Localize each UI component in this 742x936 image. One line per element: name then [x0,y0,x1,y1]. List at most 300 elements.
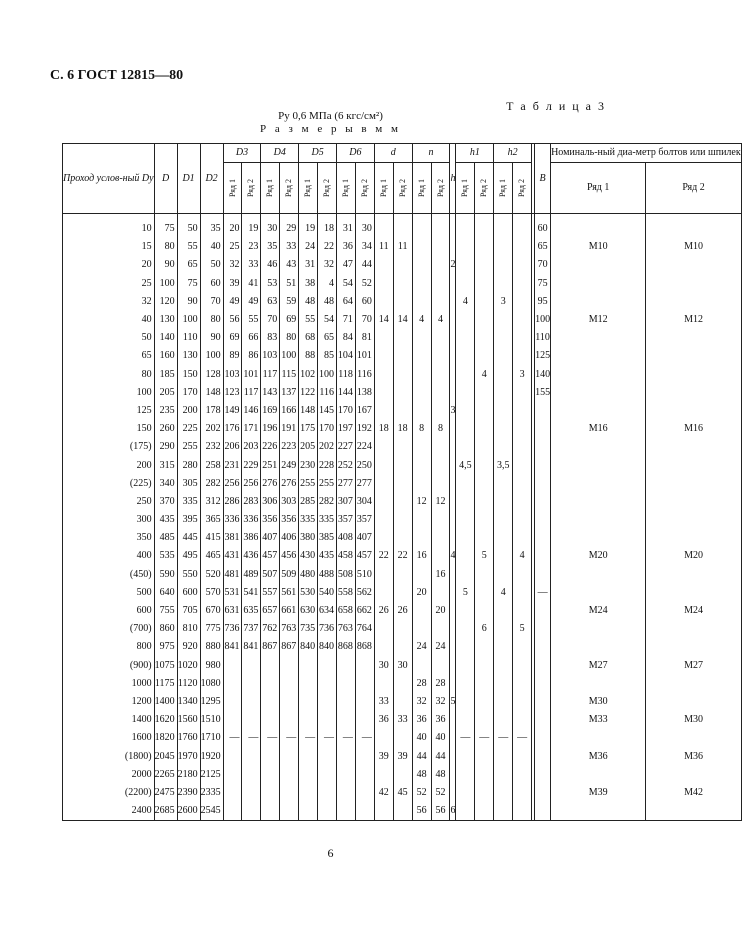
table-cell [393,329,412,347]
table-cell [475,256,494,274]
table-cell: 810 [177,620,200,638]
table-cell: 49 [242,293,261,311]
table-cell: 1175 [154,675,177,693]
table-row [63,475,742,493]
table-cell: 63 [261,293,280,311]
table-cell: 5 [513,620,532,638]
pressure-caption: Pу 0,6 МПа (6 кгс/см²) [278,110,383,122]
table-cell [646,766,741,784]
header-cell: D2 [200,144,223,214]
table-cell [318,675,337,693]
table-cell [337,747,356,765]
table-cell: 280 [177,456,200,474]
table-cell: 140 [535,366,551,384]
table-cell [431,657,450,675]
table-cell [494,711,513,729]
table-cell [535,529,551,547]
table-cell [475,802,494,821]
table-cell [393,493,412,511]
table-cell: 103 [223,366,242,384]
table-cell: 19 [299,220,318,238]
table-cell [551,802,646,821]
table-cell: 634 [318,602,337,620]
table-cell [261,747,280,765]
table-cell [475,657,494,675]
table-cell [513,747,532,765]
table-cell [431,384,450,402]
table-cell [337,766,356,784]
table-cell: 775 [200,620,223,638]
table-cell [374,584,393,602]
table-cell [513,638,532,656]
table-cell: 736 [318,620,337,638]
table-cell: 176 [223,420,242,438]
table-cell: 11 [374,238,393,256]
table-cell: 1560 [177,711,200,729]
table-row [63,584,742,602]
table-cell [494,766,513,784]
table-cell: 2685 [154,802,177,821]
table-cell: 25 [63,275,155,293]
table-cell [412,256,431,274]
table-cell: 117 [261,366,280,384]
table-cell [261,766,280,784]
table-cell [456,402,475,420]
table-cell [374,438,393,456]
table-cell: 100 [318,366,337,384]
table-cell [646,366,741,384]
table-cell [494,275,513,293]
table-cell [456,547,475,565]
table-cell: M30 [551,693,646,711]
table-cell [374,766,393,784]
table-cell: 18 [374,420,393,438]
table-cell: 80 [154,238,177,256]
page-number: 6 [327,846,334,860]
table-cell: 407 [261,529,280,547]
table-cell [374,256,393,274]
table-cell [280,802,299,821]
table-cell [374,529,393,547]
flange-dimensions-table [62,143,742,821]
table-cell [475,584,494,602]
table-cell: 250 [355,456,374,474]
table-cell [374,675,393,693]
table-cell [355,784,374,802]
table-cell [475,275,494,293]
table-row [63,256,742,274]
table-cell: 370 [154,493,177,511]
table-cell: 40 [200,238,223,256]
header-cell: Ряд 2 [355,163,374,214]
table-cell [535,657,551,675]
table-cell [535,475,551,493]
table-cell: 42 [374,784,393,802]
table-cell: 357 [337,511,356,529]
table-cell: 540 [318,584,337,602]
table-cell [242,657,261,675]
table-cell: 315 [154,456,177,474]
table-cell: 304 [355,493,374,511]
table-cell [242,693,261,711]
table-cell: 535 [154,547,177,565]
table-cell [374,347,393,365]
table-cell: 64 [337,293,356,311]
table-cell [261,693,280,711]
table-cell [412,657,431,675]
table-cell: 117 [242,384,261,402]
table-cell [494,438,513,456]
table-cell: 570 [200,584,223,602]
table-cell [374,456,393,474]
table-cell [494,547,513,565]
table-cell [494,311,513,329]
table-cell [456,420,475,438]
table-cell [393,384,412,402]
table-cell [494,402,513,420]
table-cell: — [299,729,318,747]
table-cell: 6 [475,620,494,638]
table-cell: 55 [299,311,318,329]
table-cell: 1620 [154,711,177,729]
table-cell: 1200 [63,693,155,711]
table-cell [475,784,494,802]
table-cell [646,638,741,656]
table-cell: 20 [412,584,431,602]
table-cell [412,620,431,638]
table-cell: 54 [318,311,337,329]
table-cell [551,275,646,293]
table-cell: 840 [318,638,337,656]
table-cell: 530 [299,584,318,602]
table-cell [535,547,551,565]
table-cell [456,766,475,784]
table-cell: 1400 [63,711,155,729]
table-cell: 56 [412,802,431,821]
table-cell: 65 [177,256,200,274]
table-row [63,347,742,365]
table-cell: 69 [280,311,299,329]
table-cell [646,456,741,474]
table-cell [412,238,431,256]
table-cell: 32 [318,256,337,274]
table-cell [393,729,412,747]
table-cell: 40 [412,729,431,747]
table-cell: M27 [551,657,646,675]
table-cell [393,675,412,693]
table-cell: 557 [261,584,280,602]
table-cell [513,293,532,311]
table-cell [299,784,318,802]
table-cell [646,384,741,402]
table-cell [374,384,393,402]
table-cell [494,657,513,675]
table-cell: 80 [200,311,223,329]
table-cell: 2000 [63,766,155,784]
table-cell: 34 [355,238,374,256]
table-cell [374,729,393,747]
table-cell [412,275,431,293]
table-cell: 436 [242,547,261,565]
table-cell: 52 [431,784,450,802]
table-cell [374,475,393,493]
table-cell: 39 [374,747,393,765]
table-cell [318,784,337,802]
table-cell [513,602,532,620]
table-cell [374,402,393,420]
table-cell: 200 [63,456,155,474]
table-cell [535,566,551,584]
table-cell: 224 [355,438,374,456]
header-cell: Ряд 1 [337,163,356,214]
table-cell: 100 [154,275,177,293]
table-cell: M12 [646,311,741,329]
table-cell [299,747,318,765]
table-cell: 232 [200,438,223,456]
table-cell [318,766,337,784]
table-cell: 110 [177,329,200,347]
table-cell [475,529,494,547]
table-cell: 52 [412,784,431,802]
table-cell: — [242,729,261,747]
table-cell: 84 [337,329,356,347]
table-cell: M20 [551,547,646,565]
table-cell [456,384,475,402]
table-cell [431,547,450,565]
table-cell: 658 [337,602,356,620]
table-cell [535,638,551,656]
table-cell: 143 [261,384,280,402]
table-cell: 20 [431,602,450,620]
table-cell [475,220,494,238]
table-cell: 4 [412,311,431,329]
table-cell: 4 [450,547,456,565]
table-cell: 86 [242,347,261,365]
table-cell: 90 [200,329,223,347]
table-cell [646,529,741,547]
table-cell [475,456,494,474]
table-cell [412,329,431,347]
table-cell [374,329,393,347]
table-cell [646,620,741,638]
table-cell [513,511,532,529]
table-cell: 431 [223,547,242,565]
table-cell [456,675,475,693]
table-cell: 45 [393,784,412,802]
table-cell [431,620,450,638]
table-cell [337,802,356,821]
table-cell: 395 [177,511,200,529]
table-cell [646,693,741,711]
table-cell: — [535,584,551,602]
table-cell: 386 [242,529,261,547]
table-cell: 4 [318,275,337,293]
table-cell: 312 [200,493,223,511]
table-cell [223,802,242,821]
table-row [63,602,742,620]
table-cell: M24 [551,602,646,620]
header-cell: Ряд 1 [299,163,318,214]
table-cell [242,747,261,765]
table-cell [551,456,646,474]
table-cell: — [355,729,374,747]
table-cell: 2 [450,256,456,274]
table-cell [456,638,475,656]
table-cell: 435 [154,511,177,529]
table-cell: 3 [450,402,456,420]
table-cell: 290 [154,438,177,456]
table-cell [494,493,513,511]
table-cell [551,675,646,693]
table-cell: 1510 [200,711,223,729]
table-cell: 39 [223,275,242,293]
table-cell [494,675,513,693]
table-cell: 458 [337,547,356,565]
table-cell: 83 [261,329,280,347]
table-cell [551,438,646,456]
table-cell [535,784,551,802]
table-cell [431,475,450,493]
table-cell: 18 [318,220,337,238]
table-cell [646,220,741,238]
table-cell [412,511,431,529]
header-cell: Ряд 1 [456,163,475,214]
table-cell: 192 [355,420,374,438]
table-cell [374,275,393,293]
table-row [63,238,742,256]
table-cell: 2335 [200,784,223,802]
table-cell: 561 [280,584,299,602]
table-cell: 170 [318,420,337,438]
table-cell [513,384,532,402]
table-cell: 365 [200,511,223,529]
table-cell: 661 [280,602,299,620]
table-cell: 203 [242,438,261,456]
table-cell: 5 [456,584,475,602]
table-cell [337,784,356,802]
table-cell: 128 [200,366,223,384]
table-cell: 24 [431,638,450,656]
table-cell: 178 [200,402,223,420]
table-cell: 19 [242,220,261,238]
header-cell: D6 [337,144,375,163]
table-cell [318,802,337,821]
table-cell [494,747,513,765]
table-cell: 286 [223,493,242,511]
table-cell [513,566,532,584]
table-cell: 103 [261,347,280,365]
table-cell [412,529,431,547]
table-row [63,456,742,474]
header-cell: Проход услов-ный Dу [63,144,155,214]
table-cell [337,711,356,729]
table-cell [299,657,318,675]
table-row [63,511,742,529]
table-cell: 868 [337,638,356,656]
table-row [63,493,742,511]
table-cell [475,766,494,784]
table-cell: — [280,729,299,747]
table-cell [475,438,494,456]
table-cell [456,347,475,365]
table-cell: 1340 [177,693,200,711]
table-cell: 485 [154,529,177,547]
table-cell [393,566,412,584]
table-cell [535,747,551,765]
table-cell [412,566,431,584]
table-cell: 68 [299,329,318,347]
table-cell: 590 [154,566,177,584]
table-cell [318,657,337,675]
table-row [63,402,742,420]
table-cell: M12 [551,311,646,329]
table-cell: 335 [318,511,337,529]
table-cell: 144 [337,384,356,402]
table-cell: 16 [412,547,431,565]
table-cell [456,711,475,729]
table-cell [431,529,450,547]
table-cell: 305 [177,475,200,493]
table-cell [412,347,431,365]
table-cell: 101 [355,347,374,365]
table-cell [280,675,299,693]
table-cell: 26 [393,602,412,620]
header-cell: h [450,144,456,214]
table-cell [223,784,242,802]
table-cell [393,584,412,602]
table-cell [431,402,450,420]
table-cell [431,584,450,602]
table-cell: 635 [242,602,261,620]
table-cell: 336 [223,511,242,529]
table-cell: 1080 [200,675,223,693]
table-cell: 54 [337,275,356,293]
table-cell [494,638,513,656]
table-cell [475,747,494,765]
table-cell [456,311,475,329]
header-cell: Номиналь-ный диа-метр болтов или шпилек [551,144,742,163]
table-cell [475,675,494,693]
table-cell: 307 [337,493,356,511]
table-cell [513,420,532,438]
table-cell: 868 [355,638,374,656]
table-cell [551,256,646,274]
table-cell [475,238,494,256]
table-cell: 100 [280,347,299,365]
table-cell: 89 [223,347,242,365]
table-cell: 736 [223,620,242,638]
table-cell: 400 [63,547,155,565]
table-cell: 155 [535,384,551,402]
table-cell: 110 [535,329,551,347]
table-cell: 35 [200,220,223,238]
table-cell: 102 [299,366,318,384]
table-cell [393,256,412,274]
table-cell [513,402,532,420]
table-cell: 50 [63,329,155,347]
table-cell [393,802,412,821]
table-cell [513,438,532,456]
table-cell [513,784,532,802]
header-cell: D4 [261,144,299,163]
table-row [63,311,742,329]
table-cell: 43 [280,256,299,274]
table-cell [393,347,412,365]
table-cell [456,438,475,456]
header-cell: Ряд 2 [431,163,450,214]
table-cell [261,711,280,729]
table-cell: 36 [431,711,450,729]
